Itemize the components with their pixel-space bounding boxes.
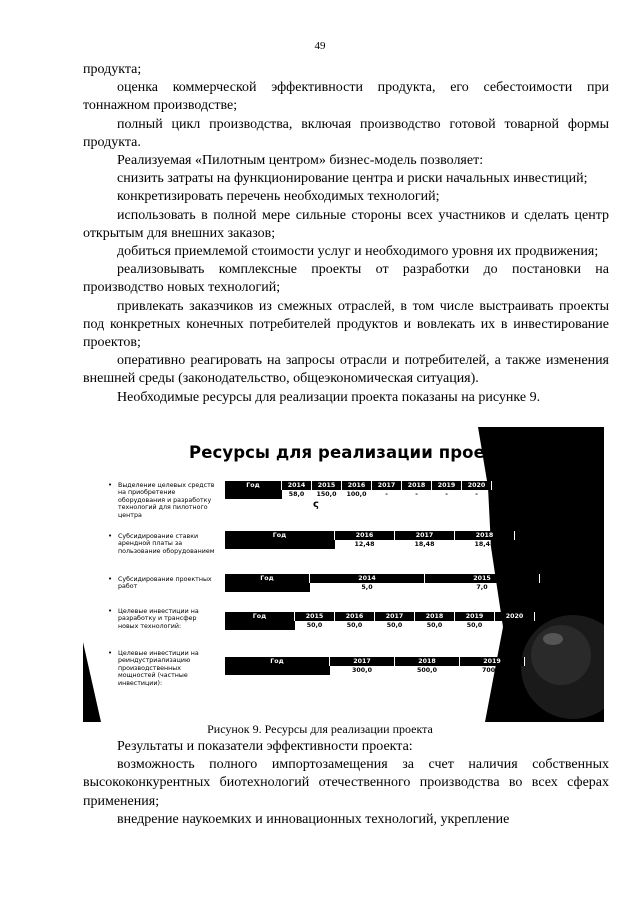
year-cell: 2015: [312, 481, 342, 490]
paragraph: использовать в полной мере сильные стороны всех участников и сделать центр открытым для внешних заказов;: [83, 207, 609, 241]
resource-label: • Субсидирование проектных работ: [118, 576, 213, 591]
paragraph: полный цикл производства, включая производство готовой товарной формы продукта.: [83, 116, 609, 150]
value-cell: 18,48: [474, 541, 495, 548]
paragraph: реализовывать комплексные проекты от разработки до постановки на производство новых технологий;: [83, 262, 609, 296]
figure-caption: Рисунок 9. Ресурсы для реализации проекта: [207, 722, 433, 736]
value-cell: 50,0: [306, 622, 323, 629]
paragraph: оценка коммерческой эффективности продукта, его себестоимости при тоннажном производстве;: [83, 80, 609, 114]
value-cell: 7,0: [476, 584, 488, 591]
figure-slide: [83, 427, 604, 722]
year-header-label: Год: [225, 574, 310, 583]
paragraph: внедрение наукоемких и инновационных технологий, укрепление: [117, 811, 510, 827]
paragraph: добиться приемлемой стоимости услуг и необходимого уровня их продвижения;: [117, 244, 599, 260]
year-cell: 2015: [295, 612, 335, 621]
year-cell: 2018: [415, 612, 455, 621]
value-cell: 50,0: [506, 622, 523, 629]
resource-label: • Субсидирование ставки арендной платы за пользование оборудованием: [118, 533, 223, 555]
year-cell: 2019: [432, 481, 462, 490]
year-cell: 2018: [455, 531, 515, 540]
resource-table: [225, 612, 535, 630]
value-cell: 50,0: [386, 622, 403, 629]
year-cell: 2017: [372, 481, 402, 490]
year-cell: 2016: [335, 531, 395, 540]
unit-label: Млн. руб.: [225, 666, 330, 675]
value-cell: 100,0: [346, 491, 367, 498]
value-cell: 18,48: [414, 541, 435, 548]
year-cell: 2017: [375, 612, 415, 621]
value-cell: 500,0: [417, 667, 437, 674]
left-dark-wedge: [83, 642, 101, 722]
year-cell: 2020: [462, 481, 492, 490]
resource-table: [225, 531, 515, 549]
paragraph: возможность полного импортозамещения за счет наличия собственных высококонкурентных биотехнологий отечественного производства во всех сферах применения;: [83, 757, 609, 809]
resource-label: • Выделение целевых средств на приобретение оборудования и разработку технологий для пилотного центра: [118, 482, 223, 519]
unit-label: Млн. руб.: [225, 583, 310, 592]
slide-title: Ресурсы для реализации проекта: [189, 443, 518, 462]
year-header-label: Год: [225, 657, 330, 666]
unit-label: Млн. руб.: [225, 621, 295, 630]
value-cell: 50,0: [466, 622, 483, 629]
year-cell: 2018: [395, 657, 460, 666]
paragraph: Необходимые ресурсы для реализации проекта показаны на рисунке 9.: [117, 389, 541, 405]
paragraph: снизить затраты на функционирование центра и риски начальных инвестиций;: [117, 171, 588, 187]
value-cell: 700,0: [482, 667, 502, 674]
year-cell: 2014: [282, 481, 312, 490]
paragraph: привлекать заказчиков из смежных отраслей, в том числе выстраивать проекты под конкретных конечных потребителей продуктов и вовлекать их в инвестирование проектов;: [83, 298, 609, 351]
year-cell: 2014: [310, 574, 425, 583]
resource-label: • Целевые инвестиции на реиндустриализацию производственных мощностей (частные инвестиции):: [118, 650, 218, 687]
value-cell: 50,0: [346, 622, 363, 629]
page-number: 49: [314, 40, 326, 52]
paragraph: продукта;: [83, 62, 142, 77]
value-cell: 300,0: [352, 667, 372, 674]
resource-table: [225, 574, 540, 592]
value-cell: 50,0: [426, 622, 443, 629]
value-cell: -: [385, 491, 388, 498]
paragraph: оперативно реагировать на запросы отрасли и потребителей, а также изменения внешней среды (законодательство, общеэкономическая ситуация).: [83, 353, 609, 387]
resource-table: [225, 657, 525, 675]
year-header-label: Год: [225, 531, 335, 540]
resource-label: • Целевые инвестиции на разработку и трансфер новых технологий:: [118, 608, 213, 630]
year-header-label: Год: [225, 612, 295, 621]
year-cell: 2020: [495, 612, 535, 621]
year-cell: 2017: [395, 531, 455, 540]
year-header-label: Год: [225, 481, 282, 490]
year-cell: 2019: [455, 612, 495, 621]
value-cell: 5,0: [361, 584, 373, 591]
value-cell: 58,0: [288, 491, 305, 498]
value-cell: -: [475, 491, 478, 498]
year-cell: 2017: [330, 657, 395, 666]
year-cell: 2016: [342, 481, 372, 490]
body-text-top: [83, 61, 609, 407]
value-cell: -: [445, 491, 448, 498]
year-cell: 2019: [460, 657, 525, 666]
value-cell: -: [415, 491, 418, 498]
resource-table: [225, 481, 492, 499]
paragraph: Результаты и показатели эффективности проекта:: [117, 739, 413, 754]
year-cell: 2016: [335, 612, 375, 621]
unit-label: Млн. руб.: [225, 540, 335, 549]
body-text-bottom: [83, 738, 609, 829]
value-cell: 150,0: [316, 491, 337, 498]
paragraph: Реализуемая «Пилотным центром» бизнес-модель позволяет:: [117, 153, 484, 169]
year-cell: 2015: [425, 574, 540, 583]
unit-label: Млн. руб.: [225, 490, 282, 499]
value-cell: 12,48: [354, 541, 375, 548]
year-cell: 2018: [402, 481, 432, 490]
paragraph: конкретизировать перечень необходимых технологий;: [117, 189, 440, 205]
pen-mark: ς: [313, 499, 319, 510]
